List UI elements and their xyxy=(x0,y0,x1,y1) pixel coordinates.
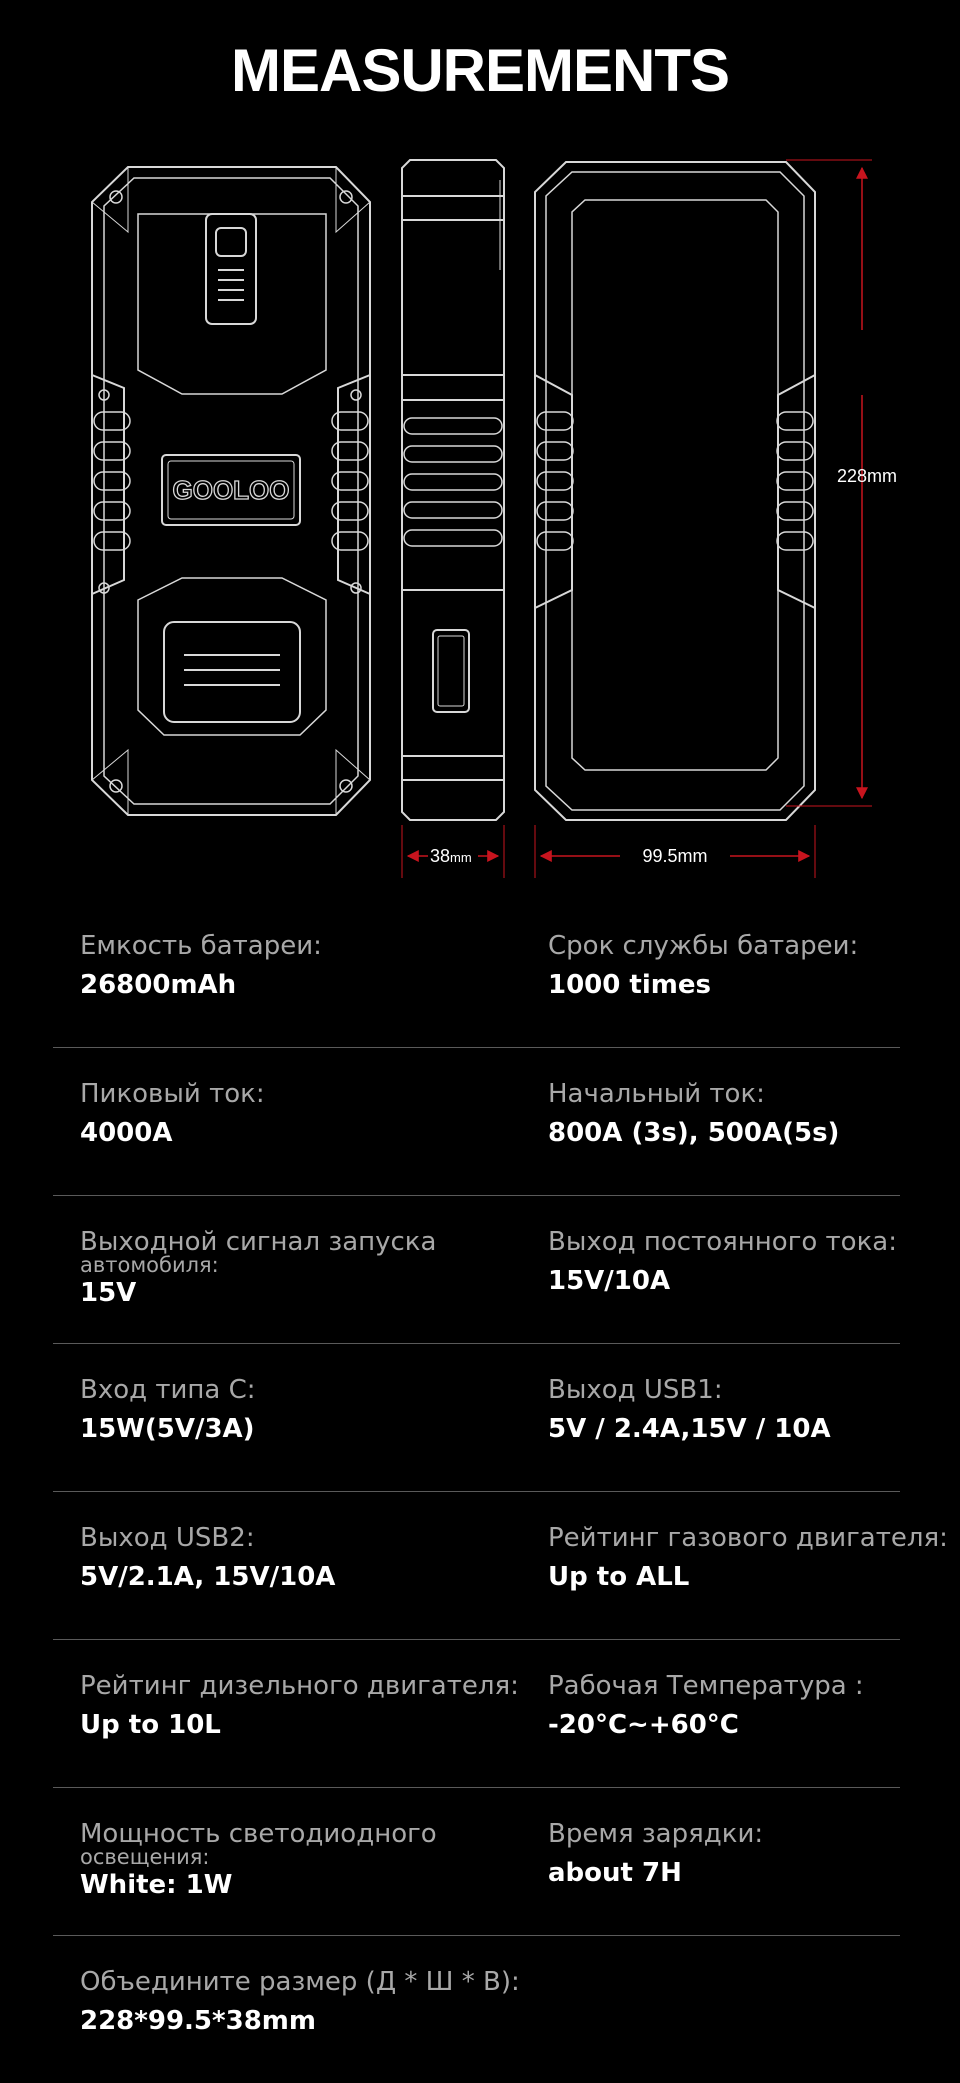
spec-sublabel: автомобиля: xyxy=(80,1253,219,1277)
spec-item xyxy=(548,1226,960,1298)
spec-item xyxy=(80,1522,520,1594)
spec-item xyxy=(80,1078,520,1150)
spec-value: Up to 10L xyxy=(80,1710,221,1740)
spec-item xyxy=(548,1374,960,1446)
spec-label: Выход USB2: xyxy=(80,1523,255,1553)
spec-value: 5V / 2.4A,15V / 10A xyxy=(548,1414,831,1444)
spec-value: 15V/10A xyxy=(548,1266,671,1296)
width-dimension-label: 99.5mm xyxy=(642,846,708,866)
spec-item xyxy=(80,1966,520,2038)
spec-row xyxy=(53,1048,900,1196)
spec-item xyxy=(80,1374,520,1446)
spec-label: Выходной сигнал запуска xyxy=(80,1227,437,1257)
depth-dimension-label: 38mm xyxy=(430,846,472,866)
side-view xyxy=(402,160,504,820)
product-measurement-drawing xyxy=(0,150,960,880)
spec-item xyxy=(548,930,960,1002)
spec-row xyxy=(53,1640,900,1788)
spec-value: Up to ALL xyxy=(548,1562,690,1592)
spec-label: Выход USB1: xyxy=(548,1375,723,1405)
spec-item xyxy=(80,1226,520,1310)
spec-label: Вход типа С: xyxy=(80,1375,256,1405)
spec-row xyxy=(53,1788,900,1936)
spec-label: Начальный ток: xyxy=(548,1079,765,1109)
spec-value: 228*99.5*38mm xyxy=(80,2006,316,2036)
spec-value: 15W(5V/3A) xyxy=(80,1414,255,1444)
spec-value: 4000A xyxy=(80,1118,173,1148)
spec-sublabel: освещения: xyxy=(80,1845,210,1869)
spec-item xyxy=(548,1670,960,1742)
spec-value: 5V/2.1A, 15V/10A xyxy=(80,1562,336,1592)
back-view xyxy=(535,162,815,820)
spec-label: Мощность светодиодного xyxy=(80,1819,437,1849)
spec-label: Пиковый ток: xyxy=(80,1079,265,1109)
spec-value: about 7H xyxy=(548,1858,682,1888)
spec-label: Емкость батареи: xyxy=(80,931,322,961)
page-title: MEASUREMENTS xyxy=(230,37,730,104)
spec-label: Объедините размер (Д * Ш * В): xyxy=(80,1967,520,1997)
spec-item xyxy=(548,1522,960,1594)
spec-row xyxy=(53,900,900,1048)
spec-row xyxy=(53,1492,948,1640)
spec-value: 1000 times xyxy=(548,970,711,1000)
spec-label: Выход постоянного тока: xyxy=(548,1227,897,1257)
spec-label: Срок службы батареи: xyxy=(548,931,859,961)
spec-row xyxy=(53,1196,900,1344)
spec-label: Рейтинг дизельного двигателя: xyxy=(80,1671,519,1701)
brand-logo: GOOLOO xyxy=(172,475,290,505)
spec-value: 800A (3s), 500A(5s) xyxy=(548,1118,840,1148)
spec-item xyxy=(80,1670,520,1742)
spec-row xyxy=(53,1344,900,1492)
spec-label: Время зарядки: xyxy=(548,1819,764,1849)
specs-table xyxy=(53,900,948,2083)
height-dimension-label: 228mm xyxy=(837,466,898,486)
spec-item xyxy=(548,1818,960,1890)
spec-value: 26800mAh xyxy=(80,970,237,1000)
spec-value: 15V xyxy=(80,1278,137,1308)
spec-label: Рейтинг газового двигателя: xyxy=(548,1523,948,1553)
spec-item xyxy=(80,930,520,1002)
spec-label: Рабочая Температура : xyxy=(548,1671,864,1701)
spec-value: -20°C~+60°C xyxy=(548,1710,739,1740)
spec-item xyxy=(80,1818,520,1902)
spec-value: White: 1W xyxy=(80,1870,233,1900)
spec-item xyxy=(548,1078,960,1150)
spec-row xyxy=(53,1936,900,2083)
